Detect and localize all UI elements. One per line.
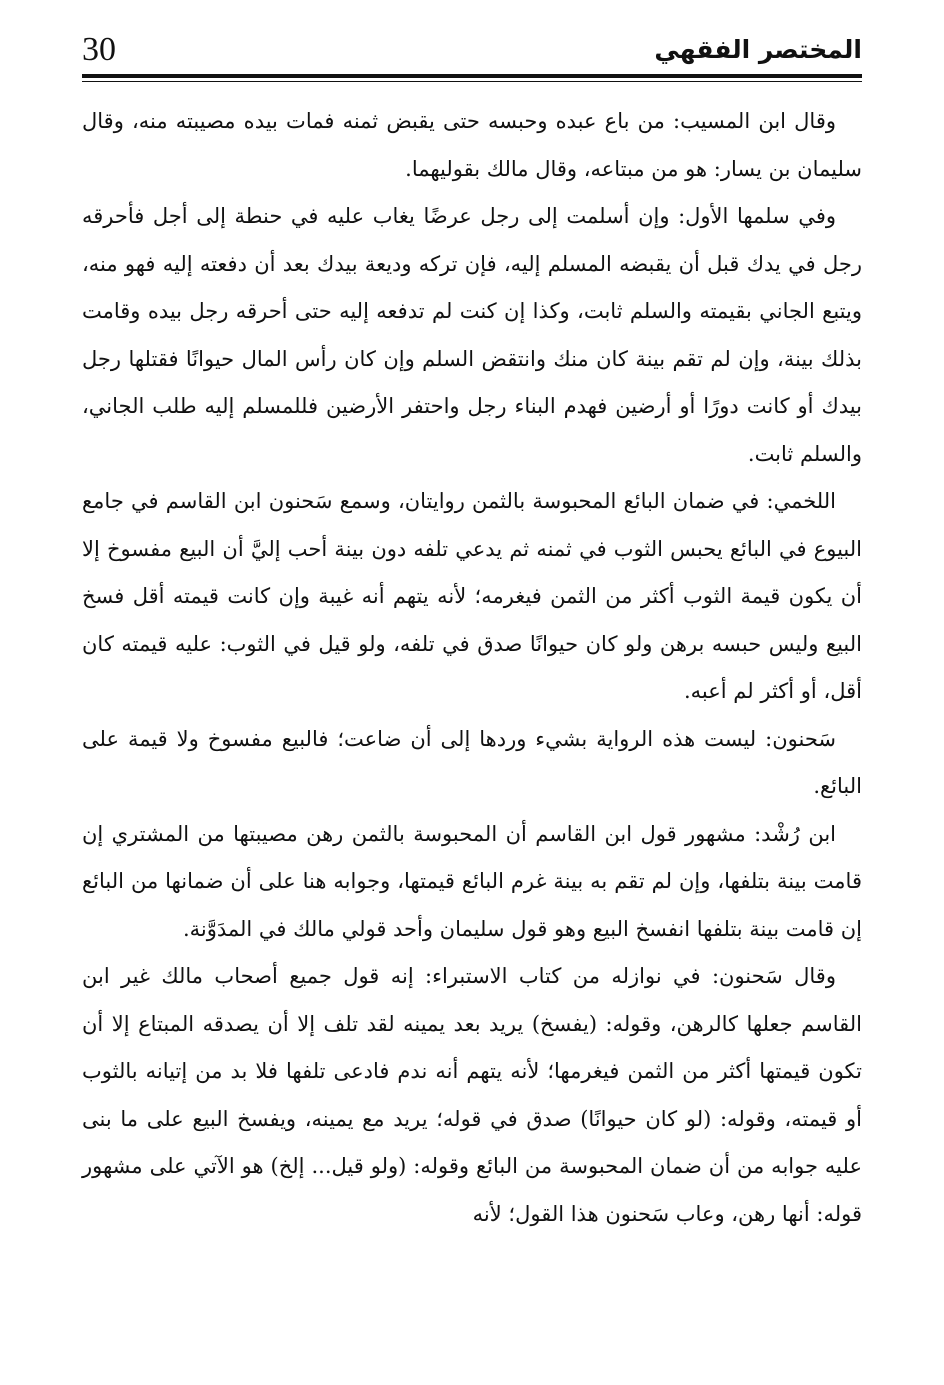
paragraph-lakhmi: اللخمي: في ضمان البائع المحبوسة بالثمن روايتان، وسمع سَحنون ابن القاسم في جامع البيوع في البائع يحبس الثوب في ثمنه ثم يدعي تلفه دون بينة أحب إليَّ أن البيع مفسوخ إلا أن يكون قيمة الثوب أكثر من الثمن فيغرمه؛ لأنه يتهم أنه غيبة وإن كانت قيمته أقل فسخ البيع وليس حبسه برهن ولو كان حيوانًا صدق في تلفه، ولو قيل في الثوب: عليه قيمته كان أقل، أو أكثر لم أعبه.	[82, 489, 862, 703]
header-rule-thick	[82, 74, 862, 78]
body-text	[82, 98, 862, 1238]
page-number: 30	[82, 31, 116, 68]
paragraph-salam-first: وفي سلمها الأول: وإن أسلمت إلى رجل عرضًا يغاب عليه في حنطة إلى أجل فأحرقه رجل في يدك قبل أن يقبضه المسلم إليه، فإن تركه وديعة بيدك بعد أن دفعته إليه فهو منه، ويتبع الجاني بقيمته والسلم ثابت، وكذا إن كنت لم تدفعه إليه حتى أحرقه رجل بيده وقامت بذلك بينة، وإن لم تقم بينة كان منك وانتقض السلم وإن كان رأس المال حيوانًا فقتلها رجل بيدك أو كانت دورًا أو أرضين فهدم البناء رجل واحتفر الأرضين فللمسلم إليه طلب الجاني، والسلم ثابت.	[82, 204, 862, 466]
paragraph-ibn-al-musayyib: وقال ابن المسيب: من باع عبده وحبسه حتى يقبض ثمنه فمات بيده مصيبته منه، وقال سليمان بن يسار: هو من مبتاعه، وقال مالك بقوليهما.	[82, 109, 862, 181]
book-page	[82, 28, 862, 1226]
book-title: المختصر الفقهي	[654, 35, 862, 64]
header-rule-thin	[82, 81, 862, 82]
page-header	[82, 28, 862, 74]
paragraph-sahnun: سَحنون: ليست هذه الرواية بشيء وردها إلى أن ضاعت؛ فالبيع مفسوخ ولا قيمة على البائع.	[82, 726, 862, 798]
paragraph-ibn-rushd: ابن رُشْد: مشهور قول ابن القاسم أن المحبوسة بالثمن رهن مصيبتها من المشتري إن قامت بينة بتلفها، وإن لم تقم به بينة غرم البائع قيمتها، وجوابه هنا على أن ضمانها من البائع إن قامت بينة بتلفها انفسخ البيع وهو قول سليمان وأحد قولي مالك في المدَوَّنة.	[82, 821, 862, 941]
paragraph-sahnun-nawazil: وقال سَحنون: في نوازله من كتاب الاستبراء: إنه قول جميع أصحاب مالك غير ابن القاسم جعلها كالرهن، وقوله: (يفسخ) يريد بعد يمينه لقد تلف إلا أن يصدقه المبتاع إلا أن تكون قيمتها أكثر من الثمن فيغرمها؛ لأنه يتهم أنه ندم فادعى تلفها فلا بد من إتيانه بالثوب أو قيمته، وقوله: (لو كان حيوانًا) صدق في قوله؛ يريد مع يمينه، ويفسخ البيع على ما بنى عليه جوابه من أن ضمان المحبوسة من البائع وقوله: (ولو قيل... إلخ) هو الآتي على مشهور قوله: أنها رهن، وعاب سَحنون هذا القول؛ لأنه	[82, 964, 862, 1226]
